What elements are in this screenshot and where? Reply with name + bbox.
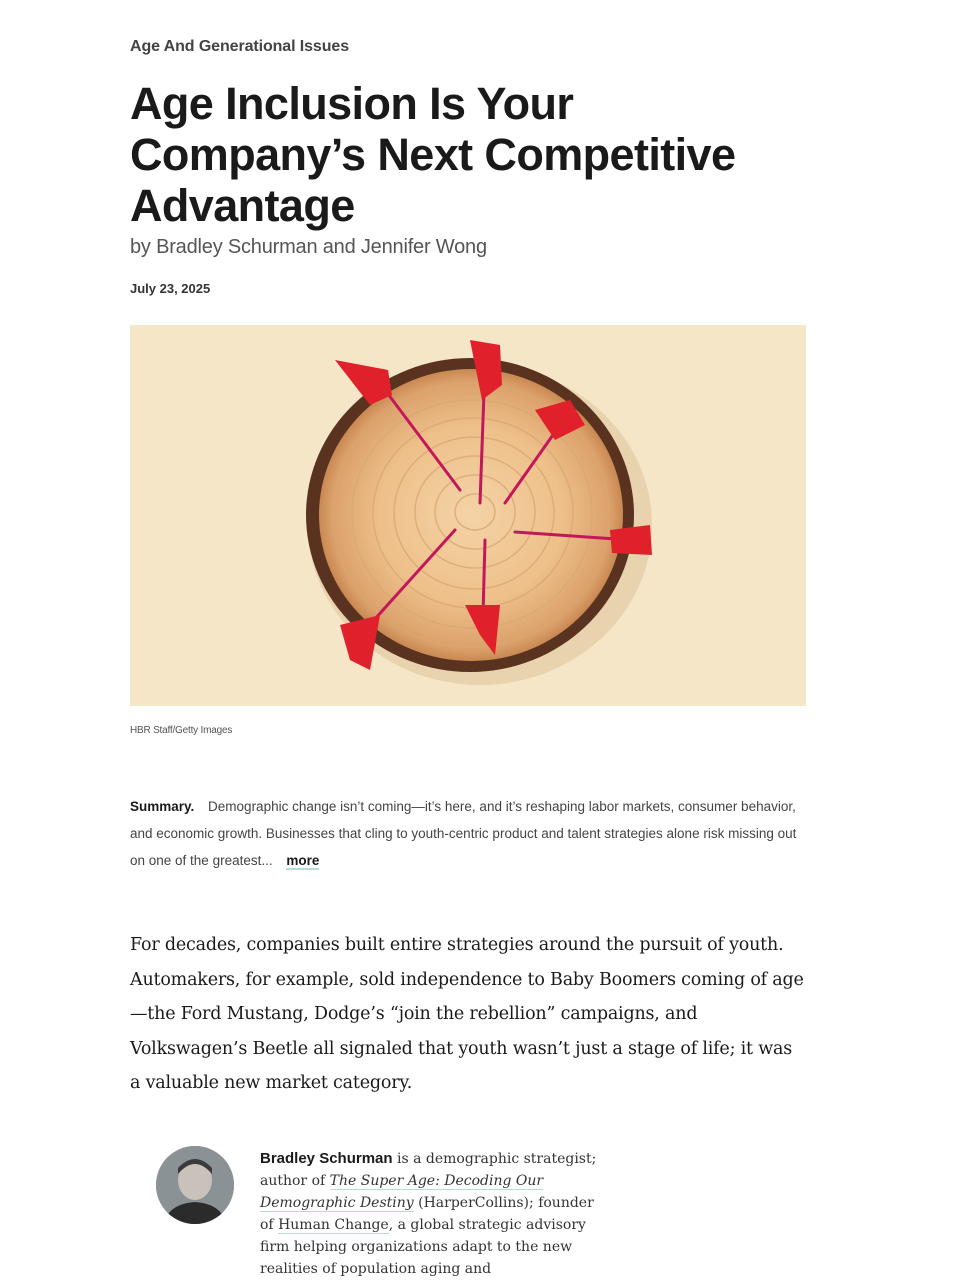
bio-text-3: , a global strategic advisory firm helping organizations adapt to the new realities of population aging and xyxy=(260,1217,586,1277)
author-name: Bradley Schurman xyxy=(260,1150,393,1167)
bio-text-2: (HarperCollins); founder of xyxy=(260,1195,594,1233)
company-link[interactable]: Human Change xyxy=(278,1217,389,1233)
article-headline: Age Inclusion Is Your Company’s Next Competitive Advantage xyxy=(130,78,736,231)
log-with-darts-illustration xyxy=(130,325,806,706)
summary-more-link[interactable]: more xyxy=(286,853,320,868)
summary-label: Summary. xyxy=(130,799,195,814)
hero-image xyxy=(130,325,806,706)
topic-link[interactable]: Age And Generational Issues xyxy=(130,38,349,55)
summary-box xyxy=(130,793,806,874)
article-byline: by Bradley Schurman and Jennifer Wong xyxy=(130,236,487,258)
publish-date: July 23, 2025 xyxy=(130,281,211,296)
author-bio-text xyxy=(260,1148,600,1280)
book-link[interactable]: The Super Age: Decoding Our Demographic Destiny xyxy=(260,1173,544,1211)
author-avatar xyxy=(156,1146,234,1224)
body-paragraph: For decades, companies built entire strategies around the pursuit of youth. Automakers, for example, sold independence to Baby Boomers coming of age—the Ford Mustang, Dodge’s “join the rebellion” campaigns, and Volkswagen’s Beetle all signaled that youth wasn’t just a stage of life; it was a valuable new market category. xyxy=(130,935,804,1093)
bio-text-1: is a demographic strategist; author of xyxy=(260,1151,597,1189)
summary-text: Demographic change isn’t coming—it’s here, and it’s reshaping labor markets, consumer behavior, and economic growth. Businesses that cling to youth-centric product and talent strategies alone risk missing out on one of the greatest... xyxy=(130,799,797,868)
image-credit: HBR Staff/Getty Images xyxy=(130,725,233,736)
